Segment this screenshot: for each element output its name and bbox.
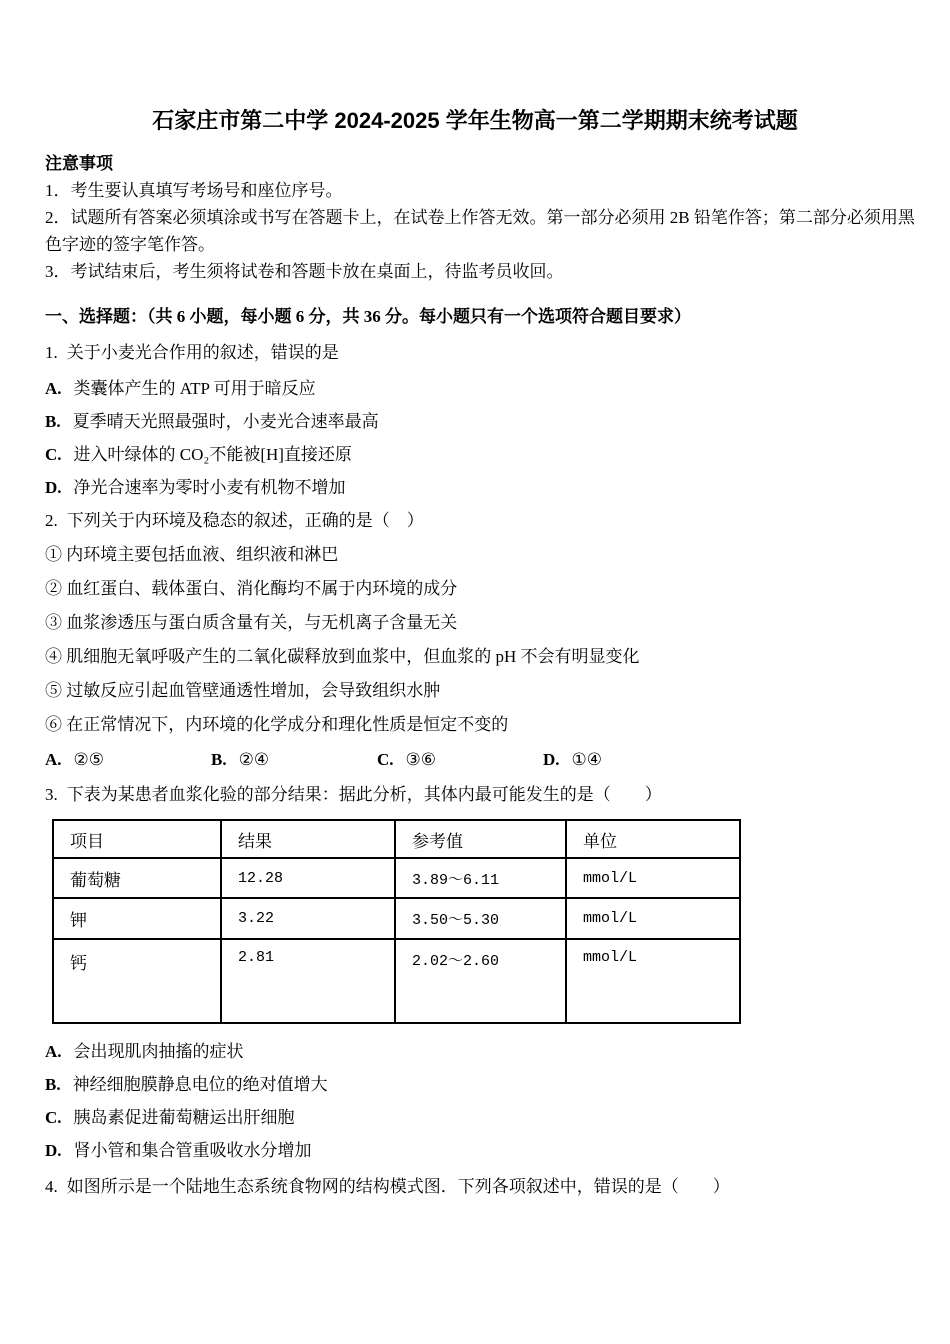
question-3-option-c: [45, 1108, 920, 1128]
table-cell: mmol/L: [566, 939, 740, 1023]
question-4-text: 如图所示是一个陆地生态系统食物网的结构模式图．下列各项叙述中，错误的是（ ）: [66, 1177, 730, 1196]
question-2: [45, 511, 920, 531]
question-2-item-1: ① 内环境主要包括血液、组织液和淋巴: [45, 545, 339, 564]
section-heading: 一、选择题：（共 6 小题，每小题 6 分，共 36 分。每小题只有一个选项符合题目要求）: [45, 307, 691, 326]
table-cell: 3.89～6.11: [395, 858, 566, 898]
question-2-options-row: [45, 750, 920, 770]
option-label: A.: [45, 1042, 62, 1061]
question-2-option-a: [45, 750, 211, 770]
option-label: A.: [45, 379, 62, 398]
question-2-item-4: ④ 肌细胞无氧呼吸产生的二氧化碳释放到血浆中，但血浆的 pH 不会有明显变化: [45, 647, 640, 666]
table-cell: mmol/L: [566, 898, 740, 939]
question-2-option-d: [543, 750, 709, 770]
question-3-option-d: [45, 1141, 920, 1161]
table-cell: 2.02～2.60: [395, 939, 566, 1023]
table-cell: 3.50～5.30: [395, 898, 566, 939]
question-1-number: 1.: [45, 343, 58, 362]
table-cell: mmol/L: [566, 858, 740, 898]
option-text: 夏季晴天光照最强时，小麦光合速率最高: [72, 412, 379, 431]
question-1-option-b: [45, 412, 920, 432]
option-label: D.: [45, 478, 62, 497]
page-title: 石家庄市第二中学 2024-2025 学年生物高一第二学期期末统考试题: [152, 108, 798, 133]
notice-item-2: 2．试题所有答案必须填涂或书写在答题卡上，在试卷上作答无效。第一部分必须用 2B 铅笔作答；第二部分必须用黑色字迹的签字笔作答。: [45, 208, 915, 254]
option-text: 胰岛素促进葡萄糖运出肝细胞: [73, 1108, 295, 1127]
option-label: B.: [45, 1075, 61, 1094]
question-2-option-b: [211, 750, 377, 770]
option-label: B.: [211, 750, 227, 769]
question-2-number: 2.: [45, 511, 58, 530]
question-3-option-b: [45, 1075, 920, 1095]
option-text: 净光合速率为零时小麦有机物不增加: [73, 478, 346, 497]
option-text: 神经细胞膜静息电位的绝对值增大: [72, 1075, 328, 1094]
notice-item-1: 1．考生要认真填写考场号和座位序号。: [45, 181, 343, 200]
table-header-row: [53, 820, 740, 858]
question-4-number: 4.: [45, 1177, 58, 1196]
question-3: [45, 785, 920, 805]
table-cell: 钾: [53, 898, 221, 939]
table-header-cell: 参考值: [395, 820, 566, 858]
question-2-text: 下列关于内环境及稳态的叙述，正确的是（ ）: [66, 511, 424, 530]
notice-heading: 注意事项: [45, 154, 113, 173]
question-1-text: 关于小麦光合作用的叙述，错误的是: [66, 343, 339, 362]
table-cell: 葡萄糖: [53, 858, 221, 898]
option-text: ③⑥: [405, 750, 437, 769]
blood-test-table: [52, 819, 741, 1024]
table-cell: 3.22: [221, 898, 395, 939]
question-2-item-5: ⑤ 过敏反应引起血管壁通透性增加，会导致组织水肿: [45, 681, 441, 700]
option-text: 类囊体产生的 ATP 可用于暗反应: [73, 379, 316, 398]
question-3-number: 3.: [45, 785, 58, 804]
option-label: C.: [377, 750, 394, 769]
option-text: ②⑤: [73, 750, 105, 769]
question-2-item-2: ② 血红蛋白、载体蛋白、消化酶均不属于内环境的成分: [45, 579, 458, 598]
table-header-cell: 项目: [53, 820, 221, 858]
table-header-cell: 单位: [566, 820, 740, 858]
question-3-text: 下表为某患者血浆化验的部分结果：据此分析，其体内最可能发生的是（ ）: [66, 785, 662, 804]
question-1-option-a: [45, 379, 920, 399]
table-row: [53, 898, 740, 939]
option-text: 进入叶绿体的 CO₂不能被[H]直接还原: [73, 445, 352, 464]
table-cell: 2.81: [221, 939, 395, 1023]
option-label: C.: [45, 1108, 62, 1127]
option-label: B.: [45, 412, 61, 431]
question-2-item-3: ③ 血浆渗透压与蛋白质含量有关，与无机离子含量无关: [45, 613, 458, 632]
table-row: [53, 858, 740, 898]
table-cell: 12.28: [221, 858, 395, 898]
option-label: D.: [45, 1141, 62, 1160]
option-label: A.: [45, 750, 62, 769]
question-2-item-6: ⑥ 在正常情况下，内环境的化学成分和理化性质是恒定不变的: [45, 715, 509, 734]
option-text: 肾小管和集合管重吸收水分增加: [73, 1141, 312, 1160]
table-cell: 钙: [53, 939, 221, 1023]
option-text: ②④: [238, 750, 270, 769]
question-3-option-a: [45, 1042, 920, 1062]
page-content: [0, 150, 950, 1197]
option-label: C.: [45, 445, 62, 464]
question-1: [45, 339, 920, 366]
option-label: D.: [543, 750, 560, 769]
question-1-option-d: [45, 478, 920, 498]
option-text: 会出现肌肉抽搐的症状: [73, 1042, 244, 1061]
question-1-option-c: [45, 445, 920, 465]
table-row: [53, 939, 740, 1023]
option-text: ①④: [571, 750, 603, 769]
table-header-cell: 结果: [221, 820, 395, 858]
question-2-option-c: [377, 750, 543, 770]
notice-item-3: 3．考试结束后，考生须将试卷和答题卡放在桌面上，待监考员收回。: [45, 262, 564, 281]
question-4: [45, 1177, 920, 1197]
